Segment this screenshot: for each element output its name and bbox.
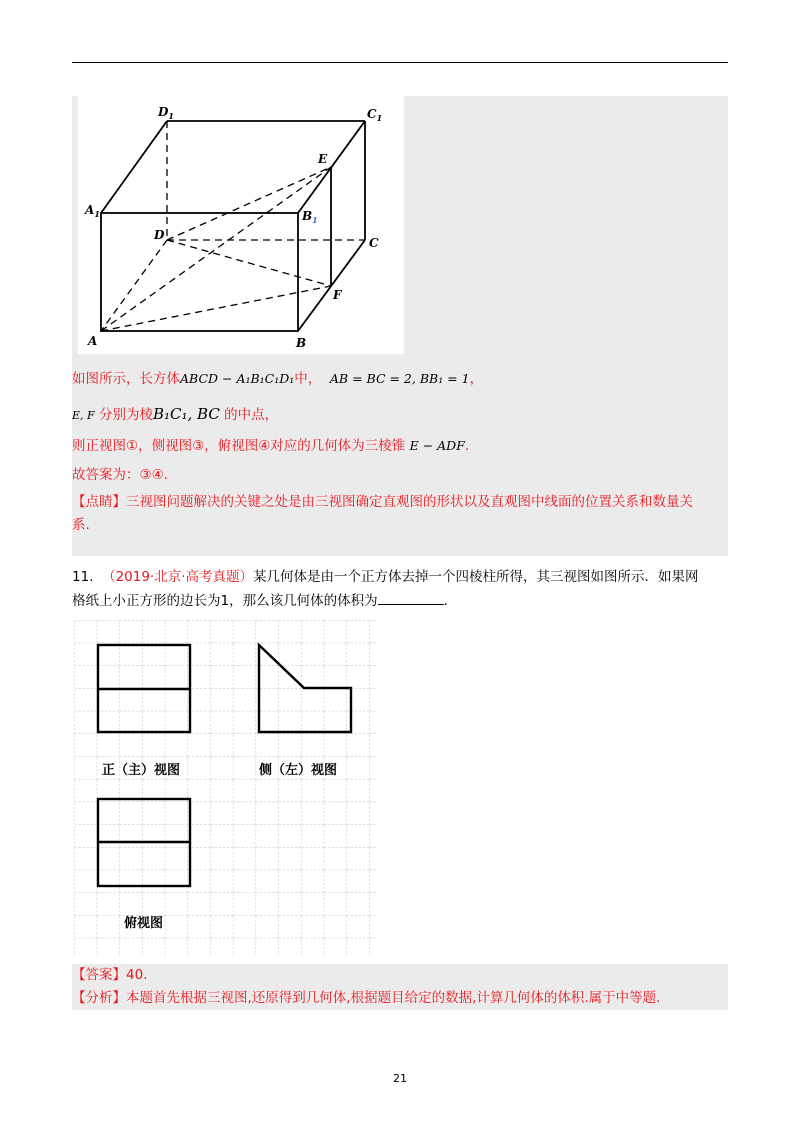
page-number: 21 (393, 1072, 407, 1085)
analysis-text: 本题首先根据三视图,还原得到几何体,根据题目给定的数据,计算几何体的体积.属于中等题. (126, 990, 661, 1006)
hidden-da (101, 240, 167, 331)
hidden-ae (101, 167, 331, 331)
label-e: E (318, 152, 328, 166)
cuboid-figure (78, 96, 404, 354)
analysis-label: 【分析】 (72, 990, 126, 1006)
analysis-line (72, 988, 660, 1008)
math-ef: E, F (72, 409, 95, 422)
solution-line-2 (72, 404, 278, 426)
top-view-label: 俯视图 (124, 916, 164, 931)
three-view-svg (74, 620, 376, 956)
math-pyramid: E − ADF (409, 438, 465, 453)
label-d: D (154, 228, 165, 242)
hidden-df (167, 240, 331, 286)
label-c1: $C_1$ (367, 107, 383, 123)
label-b: B (296, 336, 307, 350)
label-d1: $D_1$ (158, 105, 174, 121)
grid-paper (74, 620, 376, 956)
question-text: 格纸上小正方形的边长为1，那么该几何体的体积为 (72, 593, 378, 609)
label-f: F (333, 288, 342, 302)
cuboid-svg (78, 96, 404, 354)
label-a1: $A_1$ (85, 203, 100, 219)
solution-line-1 (72, 369, 483, 389)
question-number: 11. (72, 569, 94, 585)
hidden-de (167, 167, 331, 240)
answer-label: 【答案】 (72, 967, 126, 983)
question-source: （2019·北京·高考真题） (102, 569, 254, 585)
side-view-label: 侧（左）视图 (259, 763, 338, 778)
key-point-line-2: 系. (72, 517, 90, 533)
solution-text: 如图所示，长方体 (72, 371, 180, 387)
question-end: . (443, 593, 448, 609)
answer-value: 40. (126, 967, 148, 983)
solution-text: 则正视图①，侧视图③，俯视图④对应的几何体为三棱锥 (72, 438, 406, 454)
front-face (101, 213, 298, 331)
label-a: A (88, 334, 98, 348)
label-c: C (369, 236, 379, 250)
answer-blank[interactable] (378, 590, 444, 605)
solution-text: 的中点， (224, 407, 279, 423)
solution-line-3 (72, 436, 469, 456)
solution-text: . (464, 438, 470, 454)
label-b1: $B_1$ (302, 209, 318, 225)
solution-text: ， (469, 371, 484, 387)
solution-line-4: 故答案为：③④. (72, 467, 168, 483)
question-11-line-1 (72, 566, 699, 588)
question-11-line-2 (72, 590, 448, 612)
solution-text: 中， (294, 371, 322, 387)
key-point-line-1: 【点睛】三视图问题解决的关键之处是由三视图确定直观图的形状以及直观图中线面的位置关系和数量关 (72, 494, 693, 510)
solution-text: 分别为棱 (98, 407, 153, 423)
answer-line (72, 965, 147, 985)
hidden-af (101, 286, 331, 331)
three-view-grid (74, 620, 376, 956)
question-text: 某几何体是由一个正方体去掉一个四棱柱所得，其三视图如图所示．如果网 (253, 569, 699, 585)
math-lengths: AB = BC = 2, BB₁ = 1 (329, 371, 470, 386)
math-edges: B₁C₁, BC (152, 405, 220, 423)
math-cuboid: ABCD − A₁B₁C₁D₁ (180, 371, 295, 386)
header-rule (72, 62, 728, 63)
edge-a1d1 (101, 121, 167, 213)
front-view-label: 正（主）视图 (102, 763, 181, 778)
